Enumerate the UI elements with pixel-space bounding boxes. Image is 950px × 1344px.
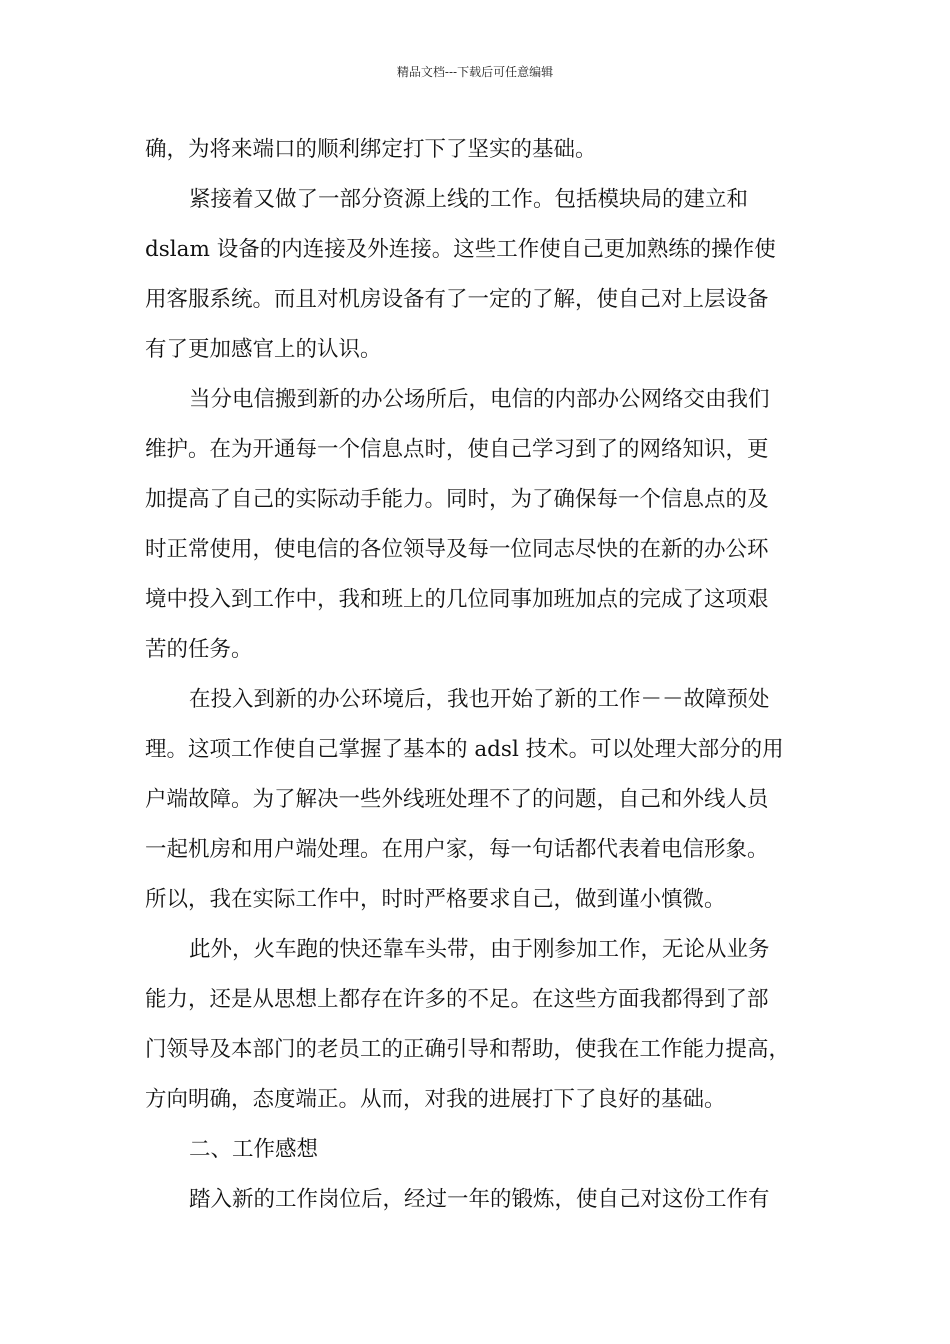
text-line: 用客服系统。而且对机房设备有了一定的了解，使自己对上层设备 <box>145 287 769 312</box>
text-line: 时正常使用，使电信的各位领导及每一位同志尽快的在新的办公环 <box>145 537 769 562</box>
section-heading: 二、工作感想 <box>189 1137 319 1162</box>
text-line: 苦的任务。 <box>145 637 253 662</box>
text-line: 有了更加感官上的认识。 <box>145 337 382 362</box>
page-header: 精品文档---下载后可任意编辑 <box>396 65 554 79</box>
text-line: 确，为将来端口的顺利绑定打下了坚实的基础。 <box>145 137 597 162</box>
text-line: 此外，火车跑的快还靠车头带，由于刚参加工作，无论从业务 <box>189 937 770 962</box>
text-line: 理。这项工作使自己掌握了基本的 adsl 技术。可以处理大部分的用 <box>145 737 784 762</box>
text-line: 踏入新的工作岗位后，经过一年的锻炼，使自己对这份工作有 <box>189 1187 770 1212</box>
text-line: 能力，还是从思想上都存在许多的不足。在这些方面我都得到了部 <box>145 987 769 1012</box>
text-line: 当分电信搬到新的办公场所后，电信的内部办公网络交由我们 <box>189 387 770 412</box>
text-line: dslam 设备的内连接及外连接。这些工作使自己更加熟练的操作使 <box>145 237 776 262</box>
text-line: 所以，我在实际工作中，时时严格要求自己，做到谨小慎微。 <box>145 887 726 912</box>
text-line: 户端故障。为了解决一些外线班处理不了的问题，自己和外线人员 <box>145 787 769 812</box>
text-line: 紧接着又做了一部分资源上线的工作。包括模块局的建立和 <box>189 187 749 212</box>
document-body <box>145 125 825 1225</box>
text-line: 一起机房和用户端处理。在用户家，每一句话都代表着电信形象。 <box>145 837 769 862</box>
text-line: 维护。在为开通每一个信息点时，使自己学习到了的网络知识，更 <box>145 437 769 462</box>
text-line: 境中投入到工作中，我和班上的几位同事加班加点的完成了这项艰 <box>145 587 769 612</box>
text-line: 门领导及本部门的老员工的正确引导和帮助，使我在工作能力提高， <box>145 1037 791 1062</box>
text-line: 方向明确，态度端正。从而，对我的进展打下了良好的基础。 <box>145 1087 726 1112</box>
text-line: 在投入到新的办公环境后，我也开始了新的工作－－故障预处 <box>189 687 770 712</box>
text-line: 加提高了自己的实际动手能力。同时，为了确保每一个信息点的及 <box>145 487 769 512</box>
